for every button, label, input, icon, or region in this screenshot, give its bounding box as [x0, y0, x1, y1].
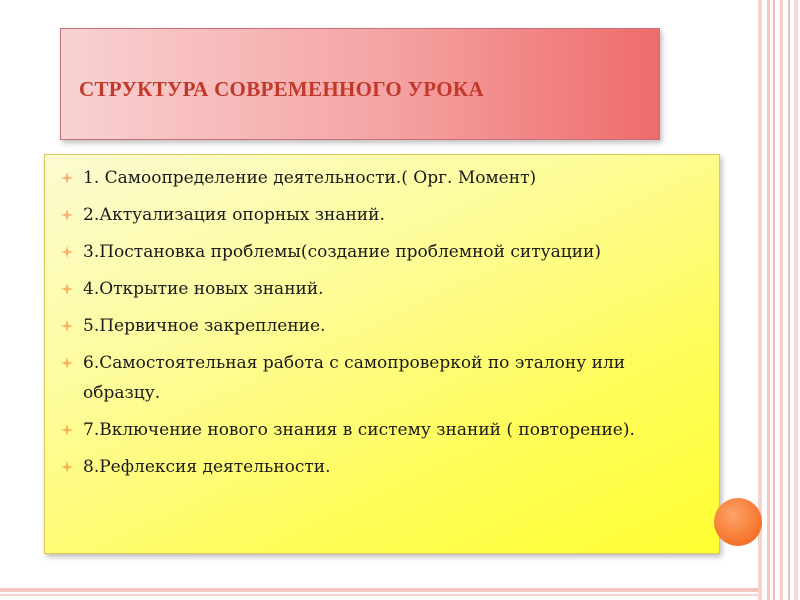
list-item	[59, 200, 699, 230]
stripe	[794, 0, 798, 600]
four-point-star-icon	[61, 320, 73, 332]
stripe	[773, 0, 775, 600]
list-item-text: 3.Постановка проблемы(создание проблемной ситуации)	[83, 242, 602, 262]
bottom-decorative-line-thin	[0, 594, 758, 596]
slide-title: СТРУКТУРА СОВРЕМЕННОГО УРОКА	[79, 77, 484, 101]
right-decorative-stripes	[758, 0, 800, 600]
list-item	[59, 237, 699, 267]
four-point-star-icon	[61, 424, 73, 436]
four-point-star-icon	[61, 246, 73, 258]
list-item	[59, 274, 699, 304]
list-item	[59, 348, 699, 408]
list-item-text: 2.Актуализация опорных знаний.	[83, 205, 385, 225]
list-item-text: 1. Самоопределение деятельности.( Орг. Момент)	[83, 168, 537, 188]
list-item-text: 5.Первичное закрепление.	[83, 316, 326, 336]
four-point-star-icon	[61, 283, 73, 295]
list-item	[59, 163, 699, 193]
stripe	[780, 0, 783, 600]
list-item	[59, 452, 699, 482]
list-item	[59, 311, 699, 341]
title-banner	[60, 28, 660, 140]
four-point-star-icon	[61, 209, 73, 221]
stripe	[788, 0, 790, 600]
list-item	[59, 415, 699, 445]
orange-circle-icon	[714, 498, 762, 546]
lesson-structure-list	[59, 163, 699, 489]
bottom-decorative-line	[0, 588, 758, 592]
list-item-text: 8.Рефлексия деятельности.	[83, 457, 331, 477]
content-panel	[44, 154, 720, 554]
four-point-star-icon	[61, 357, 73, 369]
list-item-text: 7.Включение нового знания в систему знаний ( повторение).	[83, 420, 635, 440]
list-item-text: 4.Открытие новых знаний.	[83, 279, 324, 299]
stripe	[767, 0, 770, 600]
four-point-star-icon	[61, 172, 73, 184]
four-point-star-icon	[61, 461, 73, 473]
list-item-text: 6.Самостоятельная работа с самопроверкой по эталону или образцу.	[83, 353, 626, 403]
